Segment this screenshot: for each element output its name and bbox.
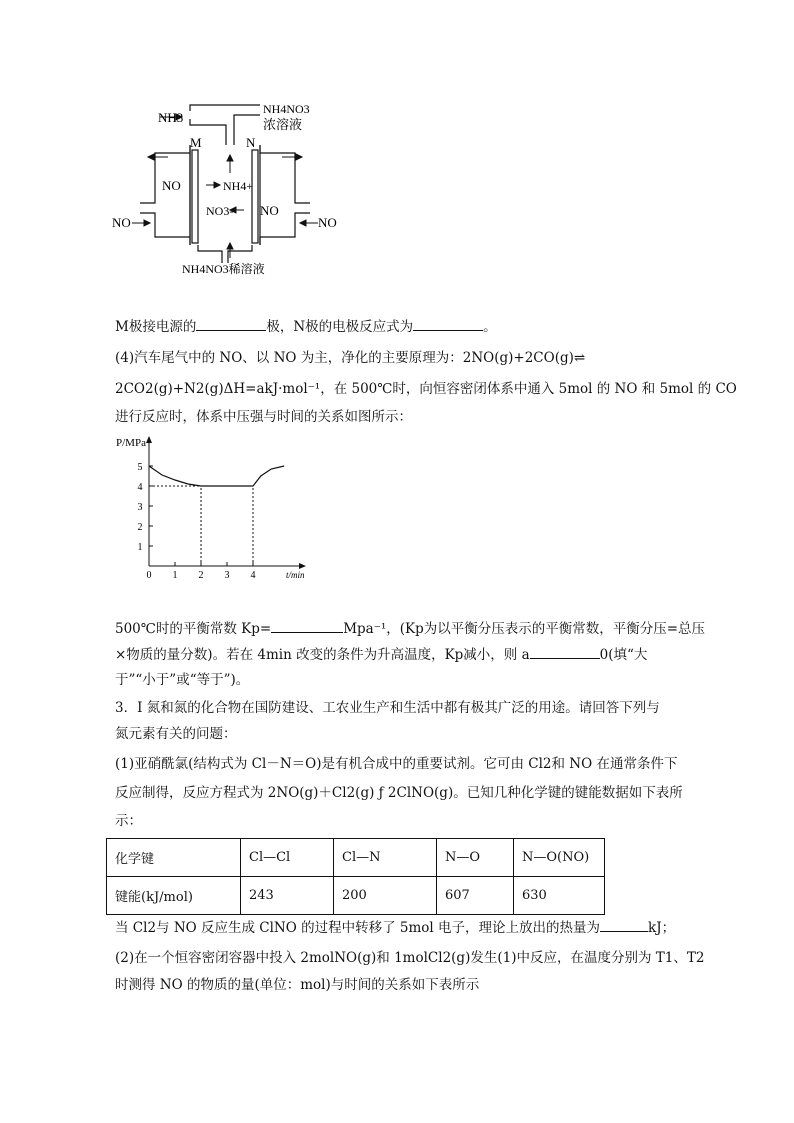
- conc-solution-label: 浓溶液: [263, 117, 303, 132]
- x-tick-label: 2: [198, 570, 204, 580]
- table-cell: N—O: [437, 839, 514, 877]
- left-no-label: NO: [112, 215, 131, 230]
- answer-blank[interactable]: [600, 918, 648, 932]
- x-tick-label: 1: [172, 570, 178, 580]
- table-cell: 630: [514, 877, 605, 915]
- table-cell: Cl—N: [334, 839, 437, 877]
- y-axis-arrow: [146, 436, 152, 443]
- question-line-13: 当 Cl2与 NO 反应生成 ClNO 的过程中转移了 5mol 电子，理论上放出的热量为 kJ；: [115, 920, 676, 936]
- nh4no3-top-label: NH4NO3: [263, 102, 310, 116]
- y-tick-label: 4: [137, 482, 143, 493]
- answer-blank[interactable]: [530, 645, 600, 659]
- question-line-1: M极接电源的 极，N极的电极反应式为 。: [115, 319, 497, 335]
- answer-blank[interactable]: [196, 317, 266, 331]
- table-cell: 键能(kJ/mol): [107, 877, 241, 915]
- electrode-n-label: N: [246, 135, 256, 150]
- y-tick-label: 2: [137, 522, 143, 533]
- table-cell: 200: [334, 877, 437, 915]
- y-tick-label: 3: [137, 502, 143, 513]
- electrolysis-diagram: [110, 95, 340, 285]
- nh4-plus-label: NH4+: [223, 179, 254, 193]
- x-axis-label: t/min: [286, 570, 305, 580]
- question-line-11: 反应制得，反应方程式为 2NO(g)＋Cl2(g) ƒ 2ClNO(g)。已知几种化学键的键能数据如下表所: [115, 785, 683, 801]
- right-no-label: NO: [318, 215, 337, 230]
- question-line-12: 示：: [115, 813, 142, 829]
- question-line-3: 2CO2(g)+N2(g)ΔH=akJ·mol⁻¹，在 500℃时，向恒容密闭体系中通入 5mol 的 NO 和 5mol 的 CO: [115, 381, 737, 397]
- question-line-6: ×物质的量分数)。若在 4min 改变的条件为升高温度，Kp减小，则 a 0(填“大: [115, 647, 648, 663]
- table-cell: Cl—Cl: [241, 839, 334, 877]
- electrode-m-label: M: [190, 135, 202, 150]
- table-row: [107, 877, 605, 915]
- no3-minus-label: NO3-: [206, 204, 234, 218]
- question-line-7: 于”“小于”或“等于”)。: [115, 672, 250, 688]
- table-cell: N—O(NO): [514, 839, 605, 877]
- question-line-14: (2)在一个恒容密闭容器中投入 2molNO(g)和 1molCl2(g)发生(1)中反应，在温度分别为 T1、T2: [115, 950, 705, 966]
- table-cell: 化学键: [107, 839, 241, 877]
- inner-no-right-label: NO: [260, 203, 279, 218]
- question-line-9: 氮元素有关的问题：: [115, 726, 237, 742]
- inner-no-left-label: NO: [162, 178, 181, 193]
- question-line-8: 3．I 氮和氮的化合物在国防建设、工农业生产和生活中都有极其广泛的用途。请回答下列与: [115, 700, 660, 716]
- question-line-10: (1)亚硝酰氯(结构式为 Cl－N＝O)是有机合成中的重要试剂。它可由 Cl2和 NO 在通常条件下: [115, 756, 678, 772]
- bond-energy-table: [106, 838, 605, 915]
- bottom-solution-label: NH4NO3稀溶液: [182, 262, 265, 276]
- y-tick-label: 1: [137, 542, 143, 553]
- x-axis-arrow: [299, 563, 306, 569]
- question-line-5: 500℃时的平衡常数 Kp= Mpa⁻¹，(Kp为以平衡分压表示的平衡常数，平衡分压=总压: [115, 621, 706, 637]
- answer-blank[interactable]: [413, 317, 483, 331]
- question-line-4: 进行反应时，体系中压强与时间的关系如图所示：: [115, 409, 412, 425]
- question-line-2: (4)汽车尾气中的 NO、以 NO 为主，净化的主要原理为：2NO(g)+2CO(g)⇌: [115, 350, 586, 366]
- nh3-label: NH3: [158, 110, 184, 125]
- x-tick-label: 0: [146, 570, 152, 580]
- x-tick-label: 4: [250, 570, 256, 580]
- table-cell: 607: [437, 877, 514, 915]
- y-axis-label: P/MPa: [116, 437, 146, 449]
- series-line: [149, 466, 284, 486]
- x-tick-label: 3: [224, 570, 230, 580]
- table-cell: 243: [241, 877, 334, 915]
- pressure-time-chart: [112, 432, 322, 580]
- table-row: [107, 839, 605, 877]
- y-tick-label: 5: [137, 462, 143, 473]
- question-line-15: 时测得 NO 的物质的量(单位：mol)与时间的关系如下表所示: [115, 977, 480, 993]
- answer-blank[interactable]: [271, 619, 343, 633]
